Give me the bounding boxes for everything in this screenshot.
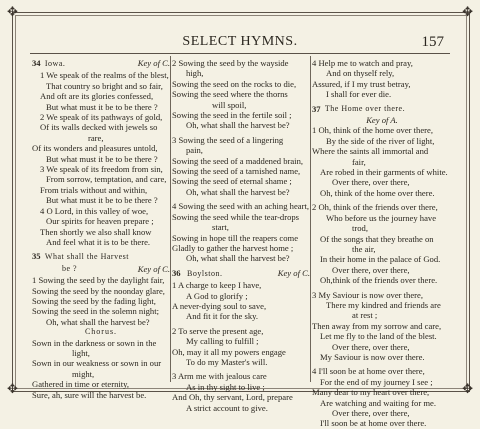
hymn-heading-cont — [32, 264, 170, 274]
verse-line: 4 Help me to watch and pray, — [312, 58, 413, 68]
verse-line: Sowing in hope till the reapers come — [172, 232, 299, 243]
verse-line: Sown in the darkness or sown in the — [32, 337, 157, 348]
hymn-number: 36 — [172, 267, 181, 278]
chorus-label: Chorus. — [84, 327, 118, 337]
verse — [172, 58, 310, 131]
verse-line: Many dear to my heart over there, — [312, 387, 430, 398]
verse-line: Over there, over there, — [332, 408, 410, 418]
verse — [172, 371, 310, 413]
verse-line: And Oh, thy servant, Lord, prepare — [172, 392, 293, 403]
hymn-number: 37 — [312, 103, 321, 114]
verse-line: Sown in our weakness or sown in our — [32, 358, 162, 369]
column-3 — [312, 58, 452, 429]
verse-line: Over there, over there, — [332, 341, 410, 352]
hymn-number: 35 — [32, 251, 41, 262]
verse-line: But what must it be to be there ? — [46, 195, 158, 206]
verse-line: trod, — [352, 223, 368, 234]
hymn-heading — [312, 104, 452, 114]
verse-line: 4 I'll soon be at home over there, — [312, 366, 425, 377]
verse-line: A never-dying soul to save, — [172, 300, 267, 311]
column-divider — [170, 56, 171, 382]
verse-line: Sowing the seed by the fading light, — [32, 295, 156, 306]
verse-line: My Saviour is now over there. — [320, 351, 425, 362]
verse-line: That country so bright and so fair, — [46, 80, 163, 91]
verse — [172, 326, 310, 368]
verse-line: Oh, what shall the harvest be? — [186, 186, 290, 197]
verse-line: As in thy sight to live ; — [186, 381, 265, 392]
verse-line: But what must it be to be there ? — [46, 101, 158, 112]
page-title: SELECT HYMNS. — [182, 34, 298, 49]
verse-line: And on thyself rely, — [326, 68, 395, 79]
verse-line: For the end of my journey I see ; — [320, 376, 433, 387]
verse-line: Sowing the seed while the tear-drops — [172, 211, 300, 222]
verse-line: the air, — [352, 243, 376, 254]
corner-ornament-icon: ✥ — [462, 5, 473, 20]
verse-line: 3 Arm me with jealous care — [172, 371, 267, 382]
verse-line: 2 To serve the present age, — [172, 325, 264, 336]
verse-line: And fit it for the sky. — [186, 311, 259, 322]
verse-line: Oh, what shall the harvest be? — [186, 253, 290, 264]
verse-line: Let me fly to the land of the blest. — [320, 331, 437, 342]
verse-line: light, — [72, 347, 90, 358]
verse-line: In their home in the palace of God. — [320, 254, 441, 265]
verse-line: start, — [212, 222, 229, 233]
verse-line: pain, — [186, 145, 203, 156]
verse-line: My calling to fulfill ; — [186, 336, 259, 347]
verse — [172, 135, 310, 197]
verse-line: 3 My Saviour is now over there, — [312, 289, 423, 300]
verse-line: Sure, ah, sure will the harvest be. — [32, 389, 147, 400]
hymn-title: Boylston. — [187, 268, 223, 278]
corner-ornament-icon: ✥ — [7, 5, 18, 20]
verse-line: Sowing the seed in the solemn night; — [32, 306, 159, 317]
verse-line: Who before us the journey have — [326, 212, 437, 223]
hymn-number: 34 — [32, 58, 41, 68]
verse — [32, 70, 170, 112]
column-1 — [32, 58, 170, 400]
verse — [32, 275, 170, 327]
verse-line: rare, — [88, 132, 104, 143]
verse-line: And oft are its glories confessed, — [40, 91, 154, 102]
chorus — [32, 338, 170, 400]
verse-line: Gladly to gather the harvest home ; — [172, 242, 294, 253]
verse-line: From sorrow, temptation, and care, — [46, 174, 167, 185]
corner-ornament-icon: ✥ — [7, 382, 18, 397]
verse-line: fair, — [352, 156, 366, 167]
hymn-heading — [32, 251, 170, 262]
verse-line: Sowing the seed of a maddened brain, — [172, 155, 304, 166]
verse-line: Then shortly we also shall know — [40, 226, 152, 237]
hymn-heading — [172, 268, 310, 279]
verse — [312, 125, 452, 198]
verse-line: Sowing the seed on the rocks to die, — [172, 78, 297, 89]
verse-line: Sowing the seed of a tarnished name, — [172, 166, 301, 177]
column-2 — [172, 58, 310, 413]
hymn-title: be ? — [62, 263, 78, 273]
hymn-key: Key of A. — [366, 115, 398, 126]
verse-line: Of its walls decked with jewels so — [40, 122, 158, 133]
hymn-title: What shall the Harvest — [44, 252, 129, 262]
verse-line: Oh, what shall the harvest be? — [186, 120, 290, 131]
verse-line: Over there, over there, — [332, 177, 410, 188]
verse — [312, 290, 452, 363]
verse-line: Of the songs that they breathe on — [320, 233, 434, 244]
verse-line: There my kindred and friends are — [326, 299, 441, 310]
verse-line: Sowing the seed of eternal shame ; — [172, 176, 292, 187]
verse-line: Over there, over there, — [332, 264, 410, 275]
verse-line: 1 A charge to keep I have, — [172, 280, 262, 291]
column-divider — [310, 56, 311, 382]
verse-line: Oh,think of the friends over there. — [320, 275, 438, 286]
page-number: 157 — [421, 34, 444, 50]
verse-line: 4 O Lord, in this valley of woe, — [40, 205, 149, 216]
hymn-key: Key of C. — [137, 58, 170, 68]
verse-line: A strict account to give. — [186, 402, 268, 413]
hymn-title: Iowa. — [44, 59, 66, 68]
verse-line: From trials without and within, — [40, 184, 148, 195]
verse-line: And feel what it is to be there. — [46, 236, 151, 247]
verse-line: Oh, think of the home over there. — [320, 187, 435, 198]
verse-line: Are watching and waiting for me. — [320, 397, 436, 408]
hymn-heading — [32, 58, 170, 69]
verse-line: 1 Sowing the seed by the daylight fair, — [32, 275, 165, 286]
hymn-title: The Home over there. — [324, 103, 406, 113]
verse-line: 2 Oh, think of the friends over there, — [312, 202, 438, 213]
verse — [172, 201, 310, 263]
verse-line: 2 We speak of its pathways of gold, — [40, 112, 163, 123]
verse-line: 4 Sowing the seed with an aching heart, — [172, 201, 309, 212]
hymn-key: Key of C. — [277, 267, 310, 278]
verse-line: Oh, may it all my powers engage — [172, 346, 286, 357]
verse — [312, 58, 452, 100]
verse-line: Of its wonders and pleasures untold, — [32, 143, 158, 154]
verse-line: will spoil, — [212, 99, 247, 110]
verse-line: Our spirits for heaven prepare ; — [46, 216, 154, 227]
verse — [32, 206, 170, 248]
verse-line: 1 We speak of the realms of the blest, — [40, 70, 169, 81]
verse-line: at rest ; — [352, 310, 378, 321]
hymn-key: Key of C. — [137, 263, 170, 274]
verse — [312, 366, 452, 428]
verse-line: Where the saints all immortal and — [312, 146, 429, 157]
verse-line: high, — [186, 68, 204, 79]
verse-line: 1 Oh, think of the home over there, — [312, 125, 433, 136]
verse — [32, 164, 170, 206]
verse-line: 3 Sowing the seed of a lingering — [172, 134, 284, 145]
verse-line: A God to glorify ; — [186, 290, 248, 301]
header-rule — [30, 53, 450, 54]
verse-line: Sowing the seed by the noonday glare, — [32, 285, 165, 296]
verse — [32, 112, 170, 164]
verse-line: Assured, if I my trust betray, — [312, 78, 411, 89]
verse-line: Then away from my sorrow and care, — [312, 320, 442, 331]
verse-line: By the side of the river of light, — [326, 135, 435, 146]
verse-line: 3 We speak of its freedom from sin, — [40, 164, 163, 175]
verse-line: Oh, what shall the harvest be? — [46, 316, 150, 327]
verse-line: 2 Sowing the seed by the wayside — [172, 58, 289, 68]
verse — [312, 202, 452, 285]
verse-line: I shall for ever die. — [326, 89, 392, 100]
verse-line: But what must it be to be there ? — [46, 153, 158, 164]
verse-line: might, — [72, 368, 95, 379]
verse-line: I'll soon be at home over there. — [320, 418, 427, 429]
verse-line: Sowing the seed in the fertile soil ; — [172, 110, 292, 121]
verse — [172, 280, 310, 322]
verse-line: Are robed in their garments of white. — [320, 167, 448, 178]
corner-ornament-icon: ✥ — [462, 382, 473, 397]
verse-line: Gathered in time or eternity, — [32, 379, 130, 390]
page-header — [0, 34, 480, 54]
verse-line: To do my Master's will. — [186, 356, 268, 367]
verse-line: Sowing the seed where the thorns — [172, 89, 288, 100]
